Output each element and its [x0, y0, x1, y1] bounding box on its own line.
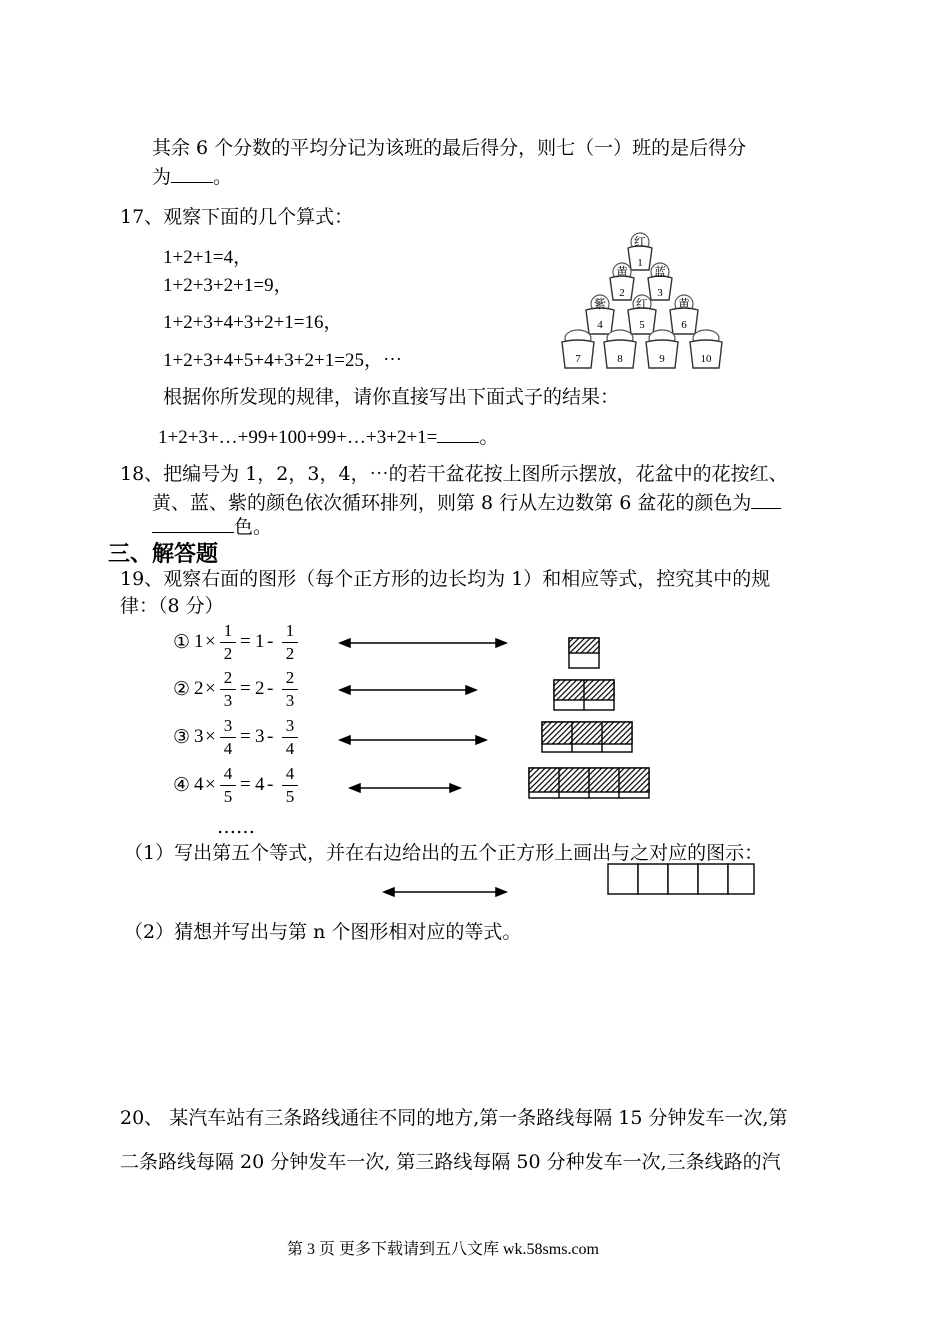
- flower-pot-9: [646, 330, 678, 368]
- circled-number: ③: [173, 727, 191, 748]
- q17-equation: 1+2+3+2+1=9，: [163, 275, 293, 296]
- minus-sign: -: [267, 678, 274, 699]
- flower-label: 黄: [677, 297, 691, 311]
- frac-num: 2: [223, 668, 233, 687]
- minus-sign: -: [267, 631, 274, 652]
- q17-equation: 1+2+3+4+3+2+1=16，: [163, 312, 343, 333]
- minus-sign: -: [267, 726, 274, 747]
- pot-number: 3: [657, 287, 663, 299]
- q18-line3: [152, 514, 272, 539]
- flower-pot-4: [586, 295, 614, 334]
- flower-pot-2: [610, 263, 634, 300]
- flower-pot-8: [604, 330, 636, 368]
- square-figure-2: [554, 680, 614, 710]
- equals-sign: =: [240, 631, 251, 652]
- equals-sign: =: [240, 726, 251, 747]
- times-sign: ×: [205, 631, 216, 652]
- q17-title: 17、观察下面的几个算式：: [120, 206, 354, 228]
- flower-pot-1: [628, 233, 652, 270]
- times-sign: ×: [205, 678, 216, 699]
- square-figure-1: [569, 638, 599, 668]
- eq-k: 1: [194, 631, 204, 652]
- q17-instruction: 根据你所发现的规律，请你直接写出下面式子的结果：: [163, 386, 620, 408]
- blank-five-squares[interactable]: [608, 864, 754, 894]
- q19-line1: 19、观察右面的图形（每个正方形的边长均为 1）和相应等式，控究其中的规: [120, 568, 771, 590]
- frac-num: 1: [223, 621, 233, 640]
- q17-expression-text: 1+2+3+…+99+100+99+…+3+2+1=: [158, 427, 438, 448]
- eq-k: 3: [194, 726, 204, 747]
- square-figure-3: [542, 722, 632, 752]
- double-arrow: [340, 639, 506, 647]
- q17-expression: [158, 422, 498, 449]
- eq-k: 3: [255, 726, 265, 747]
- equals-sign: =: [240, 774, 251, 795]
- frac-num: 3: [285, 716, 295, 735]
- q19-part1: （1）写出第五个等式，并在右边给出的五个正方形上画出与之对应的图示：: [124, 842, 764, 864]
- flower-pot-7: [562, 330, 594, 368]
- frac-num: 4: [285, 764, 295, 783]
- circled-number: ②: [173, 679, 191, 700]
- q17-equation: 1+2+1=4，: [163, 247, 253, 268]
- pot-number: 2: [619, 287, 625, 299]
- q18-line1: 18、把编号为 1，2，3，4，⋯的若干盆花按上图所示摆放，花盆中的花按红、: [120, 463, 788, 485]
- section-heading: 三、解答题: [108, 542, 219, 567]
- ellipsis: ……: [217, 816, 255, 838]
- q16-suffix: 。: [213, 166, 233, 188]
- square-figure-4: [529, 768, 649, 798]
- flower-label: 黄: [615, 265, 629, 279]
- times-sign: ×: [205, 726, 216, 747]
- frac-den: 4: [285, 739, 295, 758]
- q16-line1: 其余 6 个分数的平均分记为该班的最后得分，则七（一）班的是后得分: [152, 137, 747, 159]
- q18-line2: [152, 490, 781, 515]
- equals-sign: =: [240, 678, 251, 699]
- flower-label: 蓝: [653, 265, 667, 279]
- circled-number: ①: [173, 632, 191, 653]
- flower-pot-6: [670, 295, 698, 334]
- q16-line2: [152, 164, 232, 189]
- q18-line2-text: 黄、蓝、紫的颜色依次循环排列，则第 8 行从左边数第 6 盆花的颜色为: [152, 492, 752, 514]
- flower-pot-pyramid: [558, 228, 738, 376]
- page-footer: 第 3 页 更多下载请到五八文库 wk.58sms.com: [287, 1241, 600, 1258]
- double-arrow: [350, 784, 460, 792]
- double-arrow: [384, 888, 506, 896]
- pot-number: 4: [597, 319, 603, 331]
- pot-number: 8: [617, 353, 623, 365]
- pot-number: 5: [639, 319, 645, 331]
- answer-blank[interactable]: [152, 514, 234, 533]
- double-arrow: [340, 686, 476, 694]
- eq-k: 2: [255, 678, 265, 699]
- q17-expression-suffix: 。: [479, 427, 499, 448]
- pot-number: 1: [637, 257, 643, 269]
- eq-k: 2: [194, 678, 204, 699]
- flower-label: 红: [633, 235, 647, 249]
- circled-number: ④: [173, 775, 191, 796]
- flower-pot-10: [690, 330, 722, 368]
- flower-label: 红: [635, 297, 649, 311]
- q17-equation: 1+2+3+4+5+4+3+2+1=25，⋯: [163, 350, 402, 371]
- pot-number: 6: [681, 319, 687, 331]
- flower-label: 紫: [593, 297, 607, 311]
- frac-den: 5: [223, 787, 233, 806]
- frac-den: 3: [285, 691, 295, 710]
- times-sign: ×: [205, 774, 216, 795]
- pot-number: 9: [659, 353, 665, 365]
- frac-num: 3: [223, 716, 233, 735]
- double-arrow: [340, 736, 486, 744]
- q19-part2: （2）猜想并写出与第 n 个图形相对应的等式。: [124, 921, 522, 943]
- frac-den: 5: [285, 787, 295, 806]
- pot-number: 10: [700, 353, 712, 365]
- q20-line2: 二条路线每隔 20 分钟发车一次, 第三路线每隔 50 分种发车一次,三条线路的汽: [120, 1151, 781, 1173]
- minus-sign: -: [267, 774, 274, 795]
- frac-den: 4: [223, 739, 233, 758]
- q18-suffix: 色。: [234, 516, 273, 538]
- flower-pot-3: [648, 263, 672, 300]
- pot-number: 7: [575, 353, 581, 365]
- frac-den: 2: [285, 644, 295, 663]
- frac-num: 1: [285, 621, 295, 640]
- answer-blank[interactable]: [171, 164, 213, 183]
- answer-blank[interactable]: [437, 424, 479, 443]
- frac-den: 2: [223, 644, 233, 663]
- frac-den: 3: [223, 691, 233, 710]
- frac-num: 4: [223, 764, 233, 783]
- q19-line2: 律：（8 分）: [120, 595, 224, 617]
- eq-k: 1: [255, 631, 265, 652]
- q16-prefix: 为: [152, 166, 172, 188]
- eq-k: 4: [255, 774, 265, 795]
- flower-pot-5: [628, 295, 656, 334]
- frac-num: 2: [285, 668, 295, 687]
- q20-line1: 20、 某汽车站有三条路线通往不同的地方,第一条路线每隔 15 分钟发车一次,第: [120, 1107, 788, 1129]
- answer-blank[interactable]: [751, 490, 781, 509]
- eq-k: 4: [194, 774, 204, 795]
